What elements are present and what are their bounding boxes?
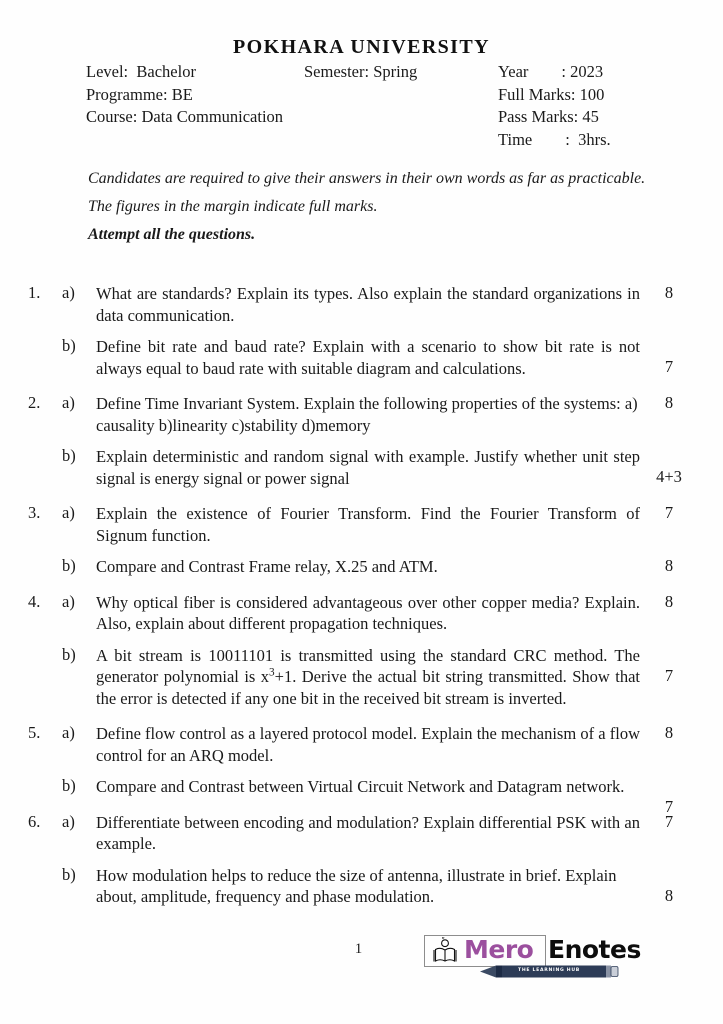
header-row	[86, 84, 676, 107]
header-row	[86, 106, 676, 129]
question-marks: 7	[664, 665, 674, 685]
header-full-marks: Full Marks: 100	[498, 84, 605, 104]
header-row	[86, 129, 676, 152]
instruction-attempt-all: Attempt all the questions.	[88, 226, 256, 243]
spacer	[0, 491, 723, 503]
question-number: 2.	[28, 393, 41, 412]
spacer	[0, 711, 723, 723]
question-marks: 8	[664, 885, 674, 905]
question-part	[0, 776, 723, 816]
question-text: Define Time Invariant System. Explain the following properties of the systems: a) causality b)linearity c)stability d)memory	[96, 394, 638, 435]
question-part	[0, 645, 723, 710]
question-text: Explain deterministic and random signal with example. Justify whether unit step signal is energy signal or power signal	[96, 447, 640, 488]
spacer	[0, 857, 723, 865]
polynomial-exponent: 3	[269, 666, 275, 679]
question-part-letter: b)	[62, 336, 76, 355]
spacer	[0, 580, 723, 592]
mero-enotes-logo	[424, 933, 641, 985]
question-text-after-superscript: +1. Derive the actual bit string transmitted. Show that the error is detected if any one bit in the received bit stream is inverted.	[96, 667, 640, 708]
header-year: Year : 2023	[498, 62, 604, 81]
question-number: 6.	[28, 811, 41, 831]
spacer	[0, 328, 723, 336]
spacer	[0, 548, 723, 556]
question-text: Why optical fiber is considered advantageous over other copper media? Explain. Also, explain about different propagation techniques.	[96, 592, 640, 633]
question-part-letter: b)	[62, 446, 76, 465]
question-text: Define bit rate and baud rate? Explain with a scenario to show bit rate is not always equal to baud rate with suitable diagram and calculations.	[96, 337, 640, 378]
header-programme: Programme: BE	[86, 84, 193, 104]
question-part-letter: a)	[62, 393, 75, 412]
question-number: 4.	[28, 591, 41, 611]
instructions-block	[88, 168, 648, 245]
header-semester: Semester: Spring	[304, 62, 418, 81]
logo-tagline: THE LEARNING HUB	[518, 968, 580, 973]
question-marks: 8	[664, 283, 674, 302]
question-marks: 7	[664, 357, 674, 376]
spacer	[0, 637, 723, 645]
question-marks: 8	[664, 556, 674, 575]
question-part	[0, 446, 723, 489]
question-text: Differentiate between encoding and modulation? Explain differential PSK with an example.	[96, 812, 640, 853]
question-part	[0, 556, 723, 578]
header-time: Time : 3hrs.	[498, 129, 611, 149]
question-part-letter: a)	[62, 591, 75, 611]
question-part-letter: a)	[62, 503, 75, 522]
question-part-letter: b)	[62, 556, 76, 575]
question-part	[0, 865, 723, 908]
instruction-margin-figures: The figures in the margin indicate full marks.	[88, 198, 378, 215]
question-marks: 7	[664, 811, 674, 831]
spacer	[0, 800, 723, 812]
question-part	[0, 723, 723, 766]
question-marks: 7	[664, 503, 674, 522]
question-text: What are standards? Explain its types. Also explain the standard organizations in data communication.	[96, 284, 640, 325]
question-text-before-superscript: A bit stream is 10011101 is transmitted using the standard CRC method. The generator polynomial is x	[96, 645, 640, 686]
question-number: 5.	[28, 723, 41, 742]
questions-list	[0, 283, 723, 910]
question-part	[0, 592, 723, 635]
question-part-letter: b)	[62, 864, 76, 884]
page-number-value: 1	[354, 941, 363, 957]
question-part-letter: a)	[62, 811, 75, 831]
question-part-letter: a)	[62, 283, 75, 302]
page-title: POKHARA UNIVERSITY	[233, 36, 490, 58]
logo-word-enotes: Enotes	[548, 935, 641, 964]
spacer	[0, 381, 723, 393]
header-pass-marks: Pass Marks: 45	[498, 107, 599, 126]
question-part-letter: b)	[62, 644, 76, 664]
question-group	[0, 393, 723, 489]
header-row	[86, 61, 676, 84]
question-part	[0, 283, 723, 326]
exam-header-block	[86, 61, 676, 151]
question-text: Define flow control as a layered protocol model. Explain the mechanism of a flow control for an ARQ model.	[96, 724, 640, 765]
question-marks: 8	[664, 723, 674, 742]
header-course: Course: Data Communication	[86, 107, 284, 126]
question-group	[0, 812, 723, 908]
spacer	[0, 768, 723, 776]
question-text	[96, 645, 640, 710]
question-part-letter: a)	[62, 723, 75, 742]
question-marks: 8	[664, 393, 674, 412]
logo-word-mero: Mero	[464, 935, 534, 964]
question-text: Compare and Contrast Frame relay, X.25 and ATM.	[96, 557, 438, 576]
svg-text:“: “	[441, 937, 445, 944]
question-marks: 4+3	[656, 467, 682, 486]
header-level: Level: Bachelor	[86, 62, 196, 81]
question-text: Explain the existence of Fourier Transform. Find the Fourier Transform of Signum function.	[96, 504, 640, 545]
question-group	[0, 723, 723, 816]
question-marks: 7	[664, 797, 674, 816]
question-part	[0, 336, 723, 379]
instruction-own-words: Candidates are required to give their answers in their own words as far as practicable.	[88, 170, 646, 187]
question-number: 1.	[28, 283, 41, 302]
question-group	[0, 592, 723, 710]
question-group	[0, 283, 723, 379]
question-part	[0, 393, 723, 436]
question-marks: 8	[664, 591, 674, 611]
question-part	[0, 503, 723, 546]
question-text: Compare and Contrast between Virtual Circuit Network and Datagram network.	[96, 777, 625, 796]
question-group	[0, 503, 723, 578]
question-part-letter: b)	[62, 776, 76, 795]
spacer	[0, 438, 723, 446]
question-text: How modulation helps to reduce the size of antenna, illustrate in brief. Explain about, amplitude, frequency and phase modulation.	[96, 865, 617, 906]
question-part	[0, 812, 723, 855]
book-reader-icon	[430, 937, 460, 965]
question-number: 3.	[28, 503, 41, 522]
